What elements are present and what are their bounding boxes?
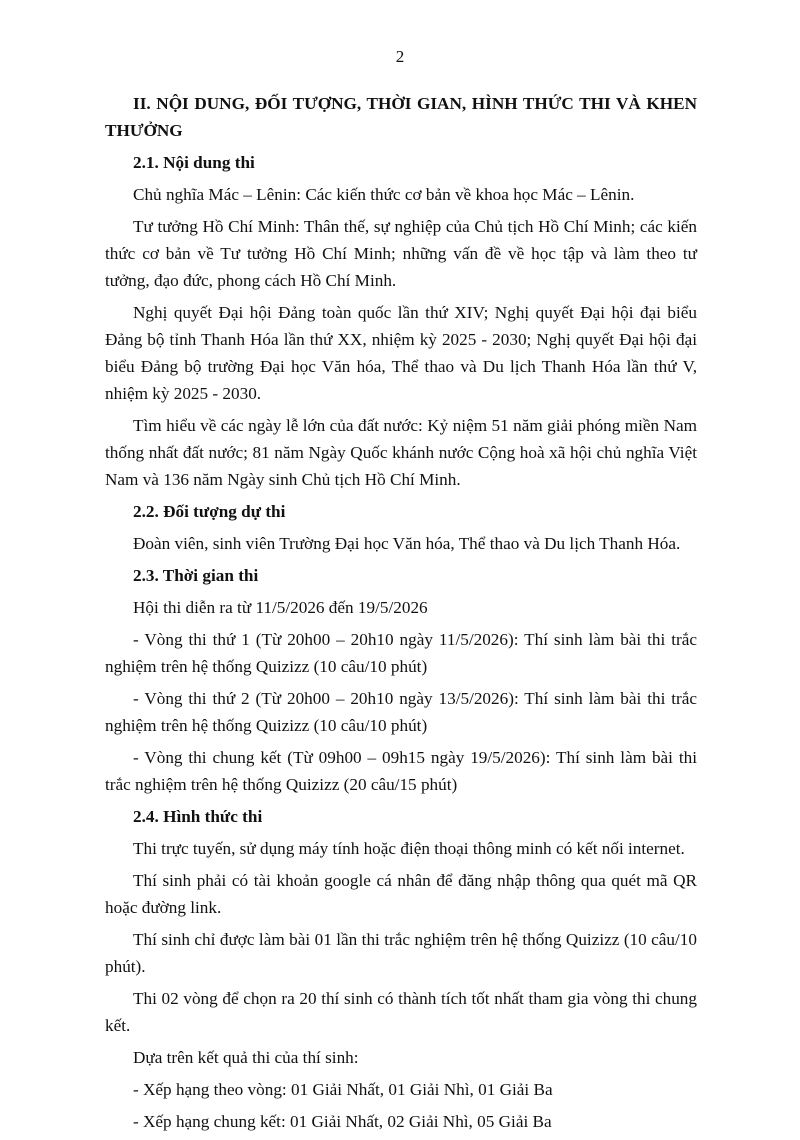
document-body xyxy=(105,90,697,1140)
section-title: II. NỘI DUNG, ĐỐI TƯỢNG, THỜI GIAN, HÌNH THỨC THI VÀ KHEN THƯỞNG xyxy=(105,94,697,140)
paragraph-one-attempt: Thí sinh chỉ được làm bài 01 lần thi trắc nghiệm trên hệ thống Quizizz (10 câu/10 phút). xyxy=(105,930,697,976)
paragraph-national-holidays: Tìm hiểu về các ngày lễ lớn của đất nước: Kỷ niệm 51 năm giải phóng miền Nam thống nhất đất nước; 81 năm Ngày Quốc khánh nước Cộng hoà xã hội chủ nghĩa Việt Nam và 136 năm Ngày sinh Chủ tịch Hồ Chí Minh. xyxy=(105,416,697,489)
heading-content: 2.1. Nội dung thi xyxy=(133,153,255,172)
list-item-round-2: - Vòng thi thứ 2 (Từ 20h00 – 20h10 ngày 13/5/2026): Thí sinh làm bài thi trắc nghiệm trên hệ thống Quizizz (10 câu/10 phút) xyxy=(105,689,697,735)
paragraph-two-rounds: Thi 02 vòng để chọn ra 20 thí sinh có thành tích tốt nhất tham gia vòng thi chung kết. xyxy=(105,989,697,1035)
paragraph-results-basis: Dựa trên kết quả thi của thí sinh: xyxy=(133,1048,359,1067)
heading-format: 2.4. Hình thức thi xyxy=(133,807,263,826)
paragraph-online: Thi trực tuyến, sử dụng máy tính hoặc điện thoại thông minh có kết nối internet. xyxy=(133,839,685,858)
page-number: 2 xyxy=(395,47,405,66)
list-item-round-ranking: - Xếp hạng theo vòng: 01 Giải Nhất, 01 Giải Nhì, 01 Giải Ba xyxy=(133,1080,553,1099)
heading-time: 2.3. Thời gian thi xyxy=(133,566,259,585)
paragraph-resolutions: Nghị quyết Đại hội Đảng toàn quốc lần thứ XIV; Nghị quyết Đại hội đại biểu Đảng bộ tỉnh Thanh Hóa lần thứ XX, nhiệm kỳ 2025 - 2030; Nghị quyết Đại hội đại biểu Đảng bộ trường Đại học Văn hóa, Thể thao và Du lịch Thanh Hóa lần thứ V, nhiệm kỳ 2025 - 2030. xyxy=(105,303,697,403)
list-item-round-1: - Vòng thi thứ 1 (Từ 20h00 – 20h10 ngày 11/5/2026): Thí sinh làm bài thi trắc nghiệm trên hệ thống Quizizz (10 câu/10 phút) xyxy=(105,630,697,676)
paragraph-marxism: Chủ nghĩa Mác – Lênin: Các kiến thức cơ bản về khoa học Mác – Lênin. xyxy=(133,185,635,204)
list-item-final-ranking: - Xếp hạng chung kết: 01 Giải Nhất, 02 Giải Nhì, 05 Giải Ba xyxy=(133,1112,552,1131)
paragraph-participants: Đoàn viên, sinh viên Trường Đại học Văn hóa, Thể thao và Du lịch Thanh Hóa. xyxy=(133,534,681,553)
paragraph-google-account: Thí sinh phải có tài khoản google cá nhân để đăng nhập thông qua quét mã QR hoặc đường link. xyxy=(105,871,697,917)
paragraph-contest-dates: Hội thi diễn ra từ 11/5/2026 đến 19/5/2026 xyxy=(133,598,428,617)
list-item-final-round: - Vòng thi chung kết (Từ 09h00 – 09h15 ngày 19/5/2026): Thí sinh làm bài thi trắc nghiệm trên hệ thống Quizizz (20 câu/15 phút) xyxy=(105,748,697,794)
paragraph-ho-chi-minh-thought: Tư tưởng Hồ Chí Minh: Thân thế, sự nghiệp của Chủ tịch Hồ Chí Minh; các kiến thức cơ bản về Tư tưởng Hồ Chí Minh; những vấn đề về học tập và làm theo tư tưởng, đạo đức, phong cách Hồ Chí Minh. xyxy=(105,217,697,290)
heading-participants: 2.2. Đối tượng dự thi xyxy=(133,502,286,521)
